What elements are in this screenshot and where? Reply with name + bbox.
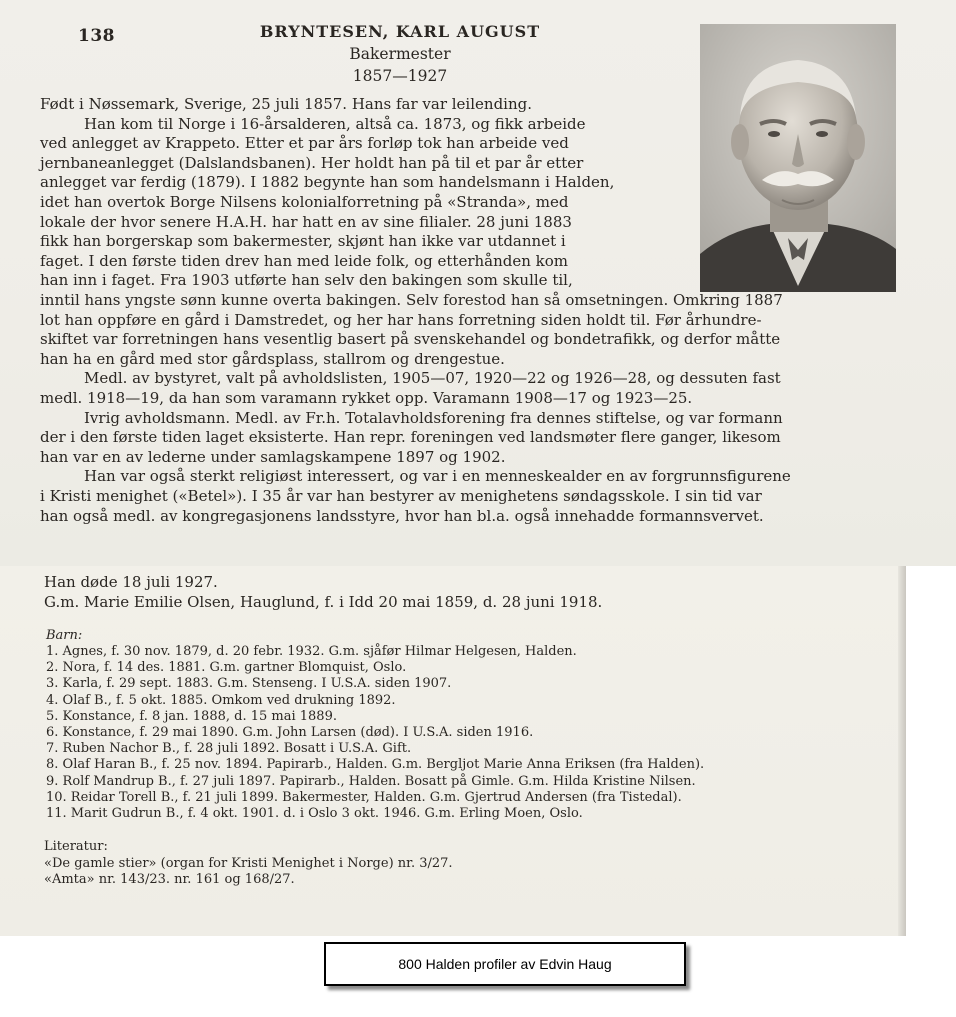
person-name: BRYNTESEN, KARL AUGUST <box>259 22 541 41</box>
list-item: 11. Marit Gudrun B., f. 4 okt. 1901. d. i Oslo 3 okt. 1946. G.m. Erling Moen, Oslo. <box>46 806 583 822</box>
biography-upper <box>40 95 678 291</box>
list-item: 1. Agnes, f. 30 nov. 1879, d. 20 febr. 1932. G.m. sjåfør Hilmar Helgesen, Halden. <box>46 644 577 659</box>
text-line: Født i Nøssemark, Sverige, 25 juli 1857. Hans far var leilending. <box>40 95 532 113</box>
list-item: 10. Reidar Torell B., f. 21 juli 1899. Bakermester, Halden. G.m. Gjertrud Andersen (fra Tistedal). <box>46 789 682 805</box>
text-line: idet han overtok Borge Nilsens kolonialforretning på «Stranda», med <box>40 192 569 211</box>
list-item: 6. Konstance, f. 29 mai 1890. G.m. John Larsen (død). I U.S.A. siden 1916. <box>46 725 534 741</box>
text-line: Ivrig avholdsmann. Medl. av Fr.h. Totalavholdsforening fra dennes stiftelse, og var formann <box>84 408 783 427</box>
text-line: i Kristi menighet («Betel»). I 35 år var han bestyrer av menighetens søndagsskole. I sin tid var <box>40 486 762 505</box>
text-line: medl. 1918—19, da han som varamann rykket opp. Varamann 1908—17 og 1923—25. <box>40 388 693 407</box>
death-and-marriage <box>44 572 894 612</box>
text-line: faget. I den første tiden drev han med leide folk, og etterhånden kom <box>40 251 569 270</box>
text-line: lot han oppføre en gård i Damstredet, og her har hans forretning siden holdt til. Før århundre- <box>40 310 762 329</box>
text-line: ved anlegget av Krappeto. Etter et par års forløp tok han arbeide ved <box>40 134 569 153</box>
children-heading: Barn: <box>46 628 83 643</box>
text-line: inntil hans yngste sønn kunne overta bakingen. Selv forestod han så omsetningen. Omkring 1887 <box>40 291 783 309</box>
text-line: der i den første tiden laget eksisterte. Han repr. foreningen ved landsmøter flere ganger, likesom <box>40 428 781 447</box>
text-line: anlegget var ferdig (1879). I 1882 begynte han som handelsmann i Halden, <box>40 173 615 192</box>
biography-lower <box>40 291 900 526</box>
text-line: Han var også sterkt religiøst interessert, og var i en menneskealder en av forgrunnsfigurene <box>84 467 791 486</box>
text-line: han ha en gård med stor gårdsplass, stallrom og drengestue. <box>40 349 505 368</box>
text-line: skiftet var forretningen hans vesentlig basert på svenskehandel og bondetrafikk, og derfor måtte <box>40 330 781 349</box>
source-caption: 800 Halden profiler av Edvin Haug <box>324 942 686 986</box>
marriage-line: G.m. Marie Emilie Olsen, Hauglund, f. i Idd 20 mai 1859, d. 28 juni 1918. <box>44 593 603 611</box>
page-edge-shadow <box>898 566 906 936</box>
person-occupation: Bakermester <box>349 45 451 63</box>
text-line: han også medl. av kongregasjonens landsstyre, hvor han bl.a. også innehadde formannsvervet. <box>40 506 764 525</box>
text-line: lokale der hvor senere H.A.H. har hatt en av sine filialer. 28 juni 1883 <box>40 212 572 231</box>
children-list <box>46 644 886 822</box>
death-line: Han døde 18 juli 1927. <box>44 573 218 591</box>
literature-heading: Literatur: <box>44 839 108 854</box>
person-years: 1857—1927 <box>352 67 448 85</box>
list-item: 8. Olaf Haran B., f. 25 nov. 1894. Papirarb., Halden. G.m. Bergljot Marie Anna Eriksen (fra Halden). <box>46 757 705 773</box>
text-line: han var en av lederne under samlagskampene 1897 og 1902. <box>40 447 506 466</box>
list-item: 7. Ruben Nachor B., f. 28 juli 1892. Bosatt i U.S.A. Gift. <box>46 741 412 757</box>
text-line: Medl. av bystyret, valt på avholdslisten, 1905—07, 1920—22 og 1926—28, og dessuten fast <box>84 369 781 388</box>
portrait-photo <box>700 24 896 292</box>
portrait-photo-icon <box>700 24 896 292</box>
list-item: 5. Konstance, f. 8 jan. 1888, d. 15 mai 1889. <box>46 708 337 724</box>
text-line: fikk han borgerskap som bakermester, skjønt han ikke var utdannet i <box>40 232 566 251</box>
literature-item: «Amta» nr. 143/23. nr. 161 og 168/27. <box>44 872 295 887</box>
list-item: 3. Karla, f. 29 sept. 1883. G.m. Stenseng. I U.S.A. siden 1907. <box>46 676 452 692</box>
list-item: 4. Olaf B., f. 5 okt. 1885. Omkom ved drukning 1892. <box>46 692 396 708</box>
list-item: 9. Rolf Mandrup B., f. 27 juli 1897. Papirarb., Halden. Bosatt på Gimle. G.m. Hilda Kristine Nilsen. <box>46 773 696 789</box>
literature-section <box>44 839 884 889</box>
literature-item: «De gamle stier» (organ for Kristi Menighet i Norge) nr. 3/27. <box>44 855 453 871</box>
page-number: 138 <box>78 26 115 46</box>
text-line: jernbaneanlegget (Dalslandsbanen). Her holdt han på til et par år etter <box>40 153 584 172</box>
text-line: han inn i faget. Fra 1903 utførte han selv den bakingen som skulle til, <box>40 271 573 290</box>
list-item: 2. Nora, f. 14 des. 1881. G.m. gartner Blomquist, Oslo. <box>46 660 407 676</box>
text-line: Han kom til Norge i 16-årsalderen, altså ca. 1873, og fikk arbeide <box>84 114 586 133</box>
